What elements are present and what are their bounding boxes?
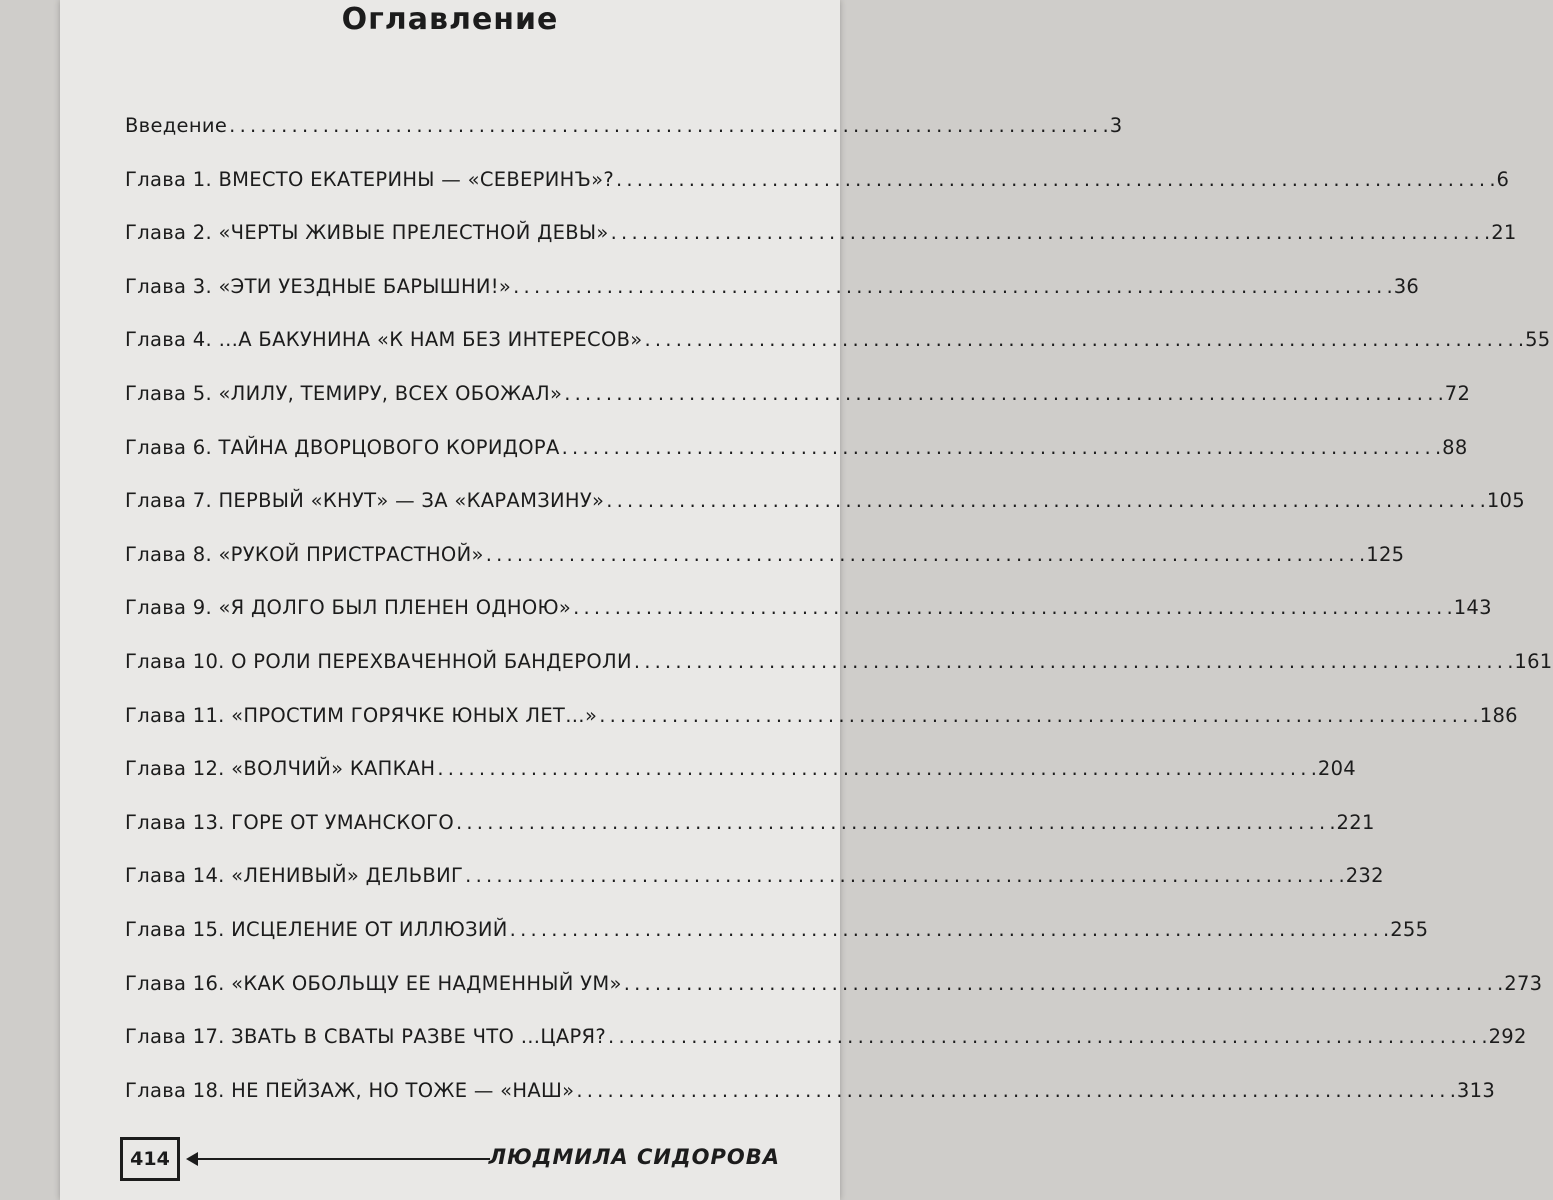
dot-leader xyxy=(456,811,1335,834)
toc-entry-page: 3 xyxy=(1109,114,1123,137)
dot-leader xyxy=(624,972,1503,995)
toc-entry-intro xyxy=(125,114,1123,168)
dot-leader xyxy=(608,1025,1487,1048)
dot-leader xyxy=(611,221,1490,244)
toc-entry-chapter-6 xyxy=(125,435,1468,490)
footer-rule xyxy=(194,1158,490,1160)
toc-entry-label: Глава 4. …А БАКУНИНА «К НАМ БЕЗ ИНТЕРЕСОВ» xyxy=(125,328,643,352)
toc-entry-label: Глава 17. ЗВАТЬ В СВАТЫ РАЗВЕ ЧТО …ЦАРЯ? xyxy=(125,1025,607,1049)
dot-leader xyxy=(573,596,1452,619)
toc-entry-page: 105 xyxy=(1486,489,1525,513)
running-footer-author: ЛЮДМИЛА СИДОРОВА xyxy=(488,1145,780,1169)
dot-leader xyxy=(437,757,1316,780)
page-footer xyxy=(120,1137,780,1183)
toc-entry-page: 221 xyxy=(1336,810,1375,834)
dot-leader xyxy=(576,1079,1455,1102)
toc-entry-page: 36 xyxy=(1393,274,1420,298)
toc-entry-page: 88 xyxy=(1442,435,1468,459)
toc-entry-page: 255 xyxy=(1390,917,1429,941)
toc-entry-label: Глава 14. «ЛЕНИВЫЙ» ДЕЛЬВИГ xyxy=(125,864,464,888)
toc-entry-page: 125 xyxy=(1366,542,1405,566)
toc-entry-page: 143 xyxy=(1453,596,1492,620)
dot-leader xyxy=(606,489,1485,512)
toc-entry-chapter-15 xyxy=(125,917,1429,972)
toc-entry-label: Глава 5. «ЛИЛУ, ТЕМИРУ, ВСЕХ ОБОЖАЛ» xyxy=(125,381,563,405)
dot-leader xyxy=(616,168,1495,191)
page-number-box xyxy=(120,1137,180,1181)
toc-entry-chapter-11 xyxy=(125,703,1518,758)
toc-entry-chapter-17 xyxy=(125,1025,1527,1079)
toc-entry-label: Глава 10. О РОЛИ ПЕРЕХВАЧЕННОЙ БАНДЕРОЛИ xyxy=(125,649,632,673)
dot-leader xyxy=(564,382,1443,405)
dot-leader xyxy=(229,114,1108,137)
toc-entry-page: 186 xyxy=(1479,703,1518,727)
toc-entry-chapter-9 xyxy=(125,596,1492,650)
toc-entry-chapter-16 xyxy=(125,971,1543,1026)
table-of-contents xyxy=(125,114,1553,1132)
toc-entry-label: Глава 15. ИСЦЕЛЕНИЕ ОТ ИЛЛЮЗИЙ xyxy=(125,917,508,941)
toc-entry-chapter-4 xyxy=(125,328,1551,382)
toc-entry-label: Введение xyxy=(125,114,228,137)
toc-entry-chapter-7 xyxy=(125,489,1525,543)
toc-entry-label: Глава 16. «КАК ОБОЛЬЩУ ЕЕ НАДМЕННЫЙ УМ» xyxy=(125,971,622,995)
dot-leader xyxy=(510,918,1389,941)
dot-leader xyxy=(562,436,1441,459)
toc-entry-label: Глава 3. «ЭТИ УЕЗДНЫЕ БАРЫШНИ!» xyxy=(125,274,512,298)
toc-entry-label: Глава 7. ПЕРВЫЙ «КНУТ» — ЗА «КАРАМЗИНУ» xyxy=(125,489,605,513)
toc-entry-page: 313 xyxy=(1456,1078,1496,1102)
toc-entry-chapter-3 xyxy=(125,274,1420,329)
toc-entry-chapter-12 xyxy=(125,757,1357,811)
page-number: 414 xyxy=(130,1148,170,1170)
toc-entry-chapter-5 xyxy=(125,381,1471,436)
dot-leader xyxy=(513,275,1392,298)
toc-entry-chapter-18 xyxy=(125,1078,1496,1133)
toc-entry-label: Глава 13. ГОРЕ ОТ УМАНСКОГО xyxy=(125,810,454,834)
book-page xyxy=(60,0,1553,1200)
dot-leader xyxy=(634,650,1513,673)
toc-entry-page: 55 xyxy=(1525,328,1551,352)
toc-entry-label: Глава 1. ВМЕСТО ЕКАТЕРИНЫ — «СЕВЕРИНЪ»? xyxy=(125,167,614,191)
toc-entry-page: 204 xyxy=(1317,757,1357,781)
toc-entry-page: 292 xyxy=(1488,1025,1527,1049)
toc-entry-label: Глава 6. ТАЙНА ДВОРЦОВОГО КОРИДОРА xyxy=(125,435,560,459)
page-title: Оглавление xyxy=(341,2,559,37)
toc-entry-page: 21 xyxy=(1491,221,1517,245)
toc-entry-label: Глава 8. «РУКОЙ ПРИСТРАСТНОЙ» xyxy=(125,542,484,566)
toc-entry-page: 72 xyxy=(1444,381,1471,405)
dot-leader xyxy=(465,864,1344,887)
dot-leader xyxy=(645,328,1524,351)
toc-entry-chapter-13 xyxy=(125,810,1375,865)
toc-entry-label: Глава 11. «ПРОСТИМ ГОРЯЧКЕ ЮНЫХ ЛЕТ…» xyxy=(125,703,598,727)
toc-entry-page: 273 xyxy=(1504,971,1543,995)
toc-entry-chapter-8 xyxy=(125,542,1405,597)
toc-entry-label: Глава 12. «ВОЛЧИЙ» КАПКАН xyxy=(125,757,436,781)
toc-entry-label: Глава 18. НЕ ПЕЙЗАЖ, НО ТОЖЕ — «НАШ» xyxy=(125,1078,575,1102)
toc-entry-chapter-1 xyxy=(125,167,1510,222)
toc-entry-chapter-10 xyxy=(125,649,1553,704)
toc-entry-page: 161 xyxy=(1514,649,1553,673)
dot-leader xyxy=(599,704,1478,727)
toc-entry-page: 232 xyxy=(1345,864,1384,888)
toc-entry-label: Глава 9. «Я ДОЛГО БЫЛ ПЛЕНЕН ОДНОЮ» xyxy=(125,596,572,620)
dot-leader xyxy=(486,543,1365,566)
toc-entry-chapter-2 xyxy=(125,221,1517,275)
toc-entry-page: 6 xyxy=(1496,167,1510,191)
toc-entry-chapter-14 xyxy=(125,864,1384,918)
toc-entry-label: Глава 2. «ЧЕРТЫ ЖИВЫЕ ПРЕЛЕСТНОЙ ДЕВЫ» xyxy=(125,221,609,245)
